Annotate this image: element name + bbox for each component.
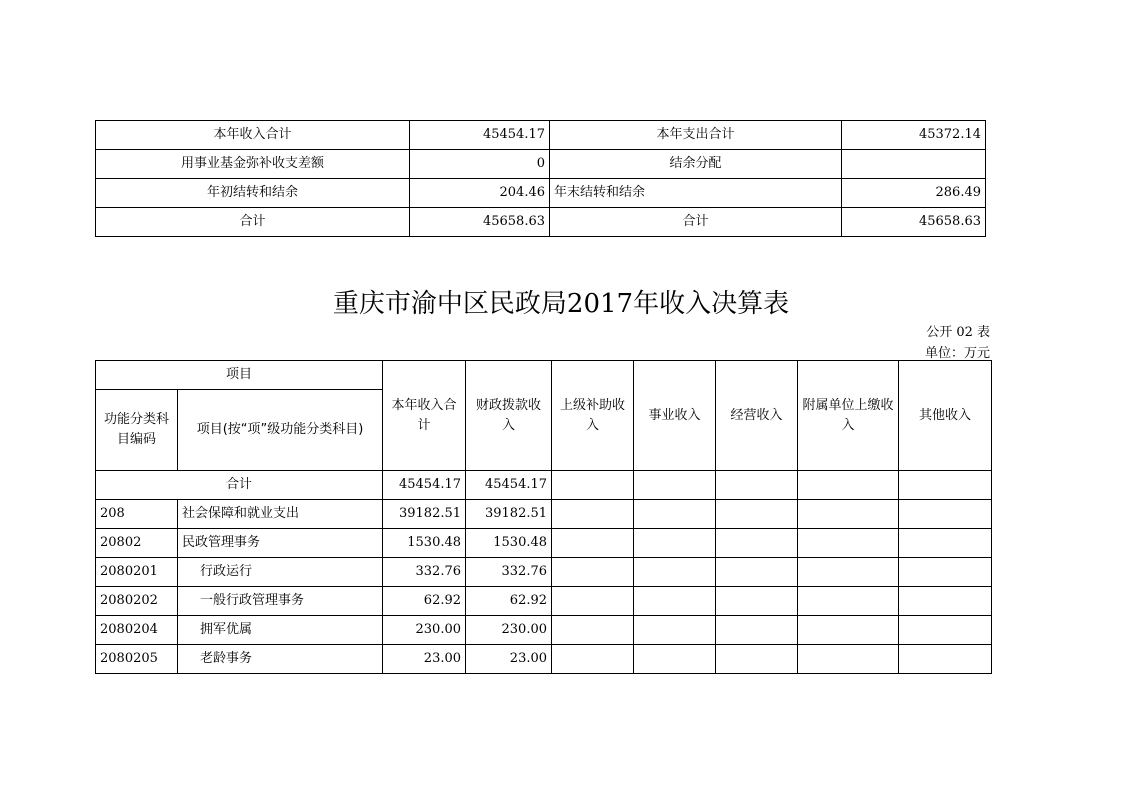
summary-value bbox=[842, 150, 986, 179]
name-cell: 行政运行 bbox=[178, 558, 383, 587]
fiscal-value: 230.00 bbox=[466, 616, 552, 645]
header-item: 项目 bbox=[96, 361, 383, 390]
total-value: 62.92 bbox=[383, 587, 466, 616]
fiscal-value: 39182.51 bbox=[466, 500, 552, 529]
header-business: 事业收入 bbox=[634, 361, 716, 471]
fiscal-value: 23.00 bbox=[466, 645, 552, 674]
summary-value: 286.49 bbox=[842, 179, 986, 208]
summary-value: 0 bbox=[410, 150, 550, 179]
name-cell: 拥军优属 bbox=[178, 616, 383, 645]
table-row bbox=[96, 208, 986, 237]
header-affiliated: 附属单位上缴收入 bbox=[798, 361, 899, 471]
fiscal-value: 62.92 bbox=[466, 587, 552, 616]
page-title: 重庆市渝中区民政局2017年收入决算表 bbox=[332, 289, 790, 319]
table-row bbox=[96, 529, 992, 558]
header-name: 项目(按“项”级功能分类科目) bbox=[178, 390, 383, 471]
total-value: 332.76 bbox=[383, 558, 466, 587]
header-total: 本年收入合计 bbox=[383, 361, 466, 471]
table-row bbox=[96, 471, 992, 500]
total-value: 45454.17 bbox=[383, 471, 466, 500]
table-row bbox=[96, 616, 992, 645]
header-code: 功能分类科目编码 bbox=[96, 390, 178, 471]
summary-value: 45658.63 bbox=[410, 208, 550, 237]
fiscal-value: 1530.48 bbox=[466, 529, 552, 558]
header-operating: 经营收入 bbox=[716, 361, 798, 471]
total-label: 合计 bbox=[96, 471, 383, 500]
summary-label: 年末结转和结余 bbox=[550, 179, 842, 208]
summary-value: 45372.14 bbox=[842, 121, 986, 150]
fiscal-value: 45454.17 bbox=[466, 471, 552, 500]
table-row bbox=[96, 587, 992, 616]
total-value: 39182.51 bbox=[383, 500, 466, 529]
summary-value: 204.46 bbox=[410, 179, 550, 208]
unit-label: 单位：万元 bbox=[924, 346, 990, 361]
table-row bbox=[96, 179, 986, 208]
summary-label: 年初结转和结余 bbox=[96, 179, 410, 208]
total-value: 23.00 bbox=[383, 645, 466, 674]
summary-label: 本年支出合计 bbox=[550, 121, 842, 150]
code-cell: 2080201 bbox=[96, 558, 178, 587]
summary-value: 45658.63 bbox=[842, 208, 986, 237]
total-value: 230.00 bbox=[383, 616, 466, 645]
table-row bbox=[96, 645, 992, 674]
table-row bbox=[96, 121, 986, 150]
header-fiscal: 财政拨款收入 bbox=[466, 361, 552, 471]
code-cell: 2080205 bbox=[96, 645, 178, 674]
header-other: 其他收入 bbox=[899, 361, 992, 471]
fiscal-value: 332.76 bbox=[466, 558, 552, 587]
summary-label: 本年收入合计 bbox=[96, 121, 410, 150]
summary-label: 用事业基金弥补收支差额 bbox=[96, 150, 410, 179]
name-cell: 老龄事务 bbox=[178, 645, 383, 674]
table-row bbox=[96, 150, 986, 179]
summary-table bbox=[95, 120, 986, 237]
table-row bbox=[96, 558, 992, 587]
total-value: 1530.48 bbox=[383, 529, 466, 558]
table-number: 公开 02 表 bbox=[926, 325, 990, 340]
code-cell: 208 bbox=[96, 500, 178, 529]
summary-label: 合计 bbox=[96, 208, 410, 237]
summary-label: 合计 bbox=[550, 208, 842, 237]
income-table bbox=[95, 360, 992, 674]
name-cell: 社会保障和就业支出 bbox=[178, 500, 383, 529]
code-cell: 2080202 bbox=[96, 587, 178, 616]
table-row bbox=[96, 500, 992, 529]
code-cell: 20802 bbox=[96, 529, 178, 558]
summary-value: 45454.17 bbox=[410, 121, 550, 150]
summary-label: 结余分配 bbox=[550, 150, 842, 179]
code-cell: 2080204 bbox=[96, 616, 178, 645]
header-superior: 上级补助收入 bbox=[552, 361, 634, 471]
name-cell: 民政管理事务 bbox=[178, 529, 383, 558]
name-cell: 一般行政管理事务 bbox=[178, 587, 383, 616]
